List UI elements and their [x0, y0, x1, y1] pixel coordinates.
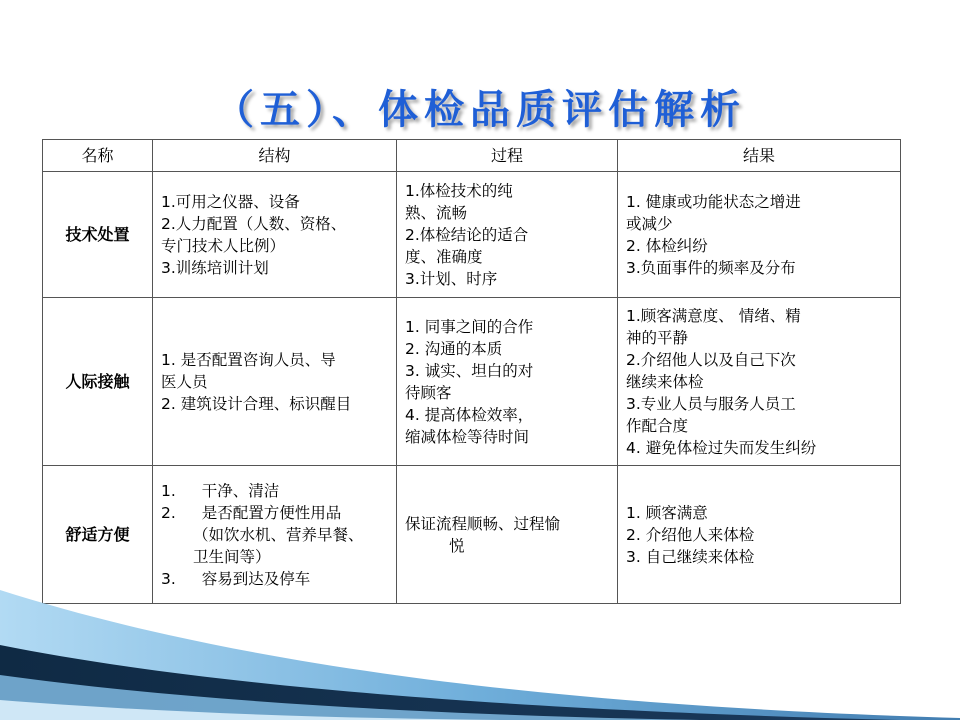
cell-line: 专门技术人比例） [161, 236, 286, 255]
process-cell [397, 298, 618, 466]
cell-line: 2. 沟通的本质 [405, 339, 503, 358]
structure-cell [153, 172, 397, 298]
cell-line: 熟、流畅 [405, 203, 468, 222]
result-cell [618, 466, 901, 604]
cell-line: 3. 诚实、坦白的对 [405, 361, 534, 380]
cell-line: 3.专业人员与服务人员工 [626, 394, 796, 413]
cell-line: 1.顾客满意度、 情绪、精 [626, 306, 801, 325]
cell-line: 神的平静 [626, 328, 689, 347]
cell-line: 待顾客 [405, 383, 452, 402]
row-name: 技术处置 [43, 172, 153, 298]
cell-line: 4. 提高体检效率， [405, 405, 534, 424]
cell-line: 1. 健康或功能状态之增进 [626, 192, 801, 211]
cell-line: 1. 是否配置咨询人员、导 [161, 350, 336, 369]
cell-line: 2. 介绍他人来体检 [626, 525, 755, 544]
table-row [43, 298, 901, 466]
cell-line: 2.体检结论的适合 [405, 225, 529, 244]
cell-line: 1. 同事之间的合作 [405, 317, 534, 336]
cell-line: 度、准确度 [405, 247, 483, 266]
cell-line: 作配合度 [626, 416, 689, 435]
cell-line: （如饮水机、营养早餐、 [193, 525, 364, 544]
cell-line: 悦 [449, 536, 465, 555]
cell-line: 3.负面事件的频率及分布 [626, 258, 796, 277]
row-name: 舒适方便 [43, 466, 153, 604]
cell-line: 2.介绍他人以及自己下次 [626, 350, 796, 369]
process-cell [397, 172, 618, 298]
slide-title: （五）、体检品质评估解析 [214, 87, 746, 133]
cell-line: 或减少 [626, 214, 673, 233]
list-text: 容易到达及停车 [201, 569, 311, 588]
list-number: 3. [161, 569, 176, 588]
list-number: 1. [161, 481, 176, 500]
cell-line: 2. 体检纠纷 [626, 236, 708, 255]
header-process: 过程 [397, 140, 618, 172]
structure-cell [153, 298, 397, 466]
cell-line: 继续来体检 [626, 372, 704, 391]
quality-evaluation-table [42, 139, 901, 604]
cell-line: 1.体检技术的纯 [405, 181, 513, 200]
cell-line: 3.计划、时序 [405, 269, 498, 288]
cell-line: 3.训练培训计划 [161, 258, 269, 277]
structure-cell [153, 466, 397, 604]
cell-line: 2.人力配置（人数、资格、 [161, 214, 347, 233]
row-name: 人际接触 [43, 298, 153, 466]
header-name: 名称 [43, 140, 153, 172]
list-text: 是否配置方便性用品 [201, 503, 342, 522]
cell-line: 1.可用之仪器、设备 [161, 192, 300, 211]
result-cell [618, 298, 901, 466]
cell-line: 4. 避免体检过失而发生纠纷 [626, 438, 817, 457]
list-item [161, 502, 388, 524]
decorative-wave [0, 590, 960, 720]
cell-line: 卫生间等） [193, 547, 271, 566]
result-cell [618, 172, 901, 298]
cell-line: 3. 自己继续来体检 [626, 547, 755, 566]
cell-line: 2. 建筑设计合理、标识醒目 [161, 394, 352, 413]
list-number: 2. [161, 503, 176, 522]
header-structure: 结构 [153, 140, 397, 172]
table-row [43, 466, 901, 604]
cell-line: 保证流程顺畅、过程愉 [405, 514, 561, 533]
table-row [43, 172, 901, 298]
header-result: 结果 [618, 140, 901, 172]
list-item [161, 480, 388, 502]
cell-line: 医人员 [161, 372, 208, 391]
table-header-row [43, 140, 901, 172]
list-text: 干净、清洁 [201, 481, 280, 500]
cell-line: 缩减体检等待时间 [405, 427, 530, 446]
cell-line: 1. 顾客满意 [626, 503, 708, 522]
list-item [161, 568, 388, 590]
process-cell [397, 466, 618, 604]
